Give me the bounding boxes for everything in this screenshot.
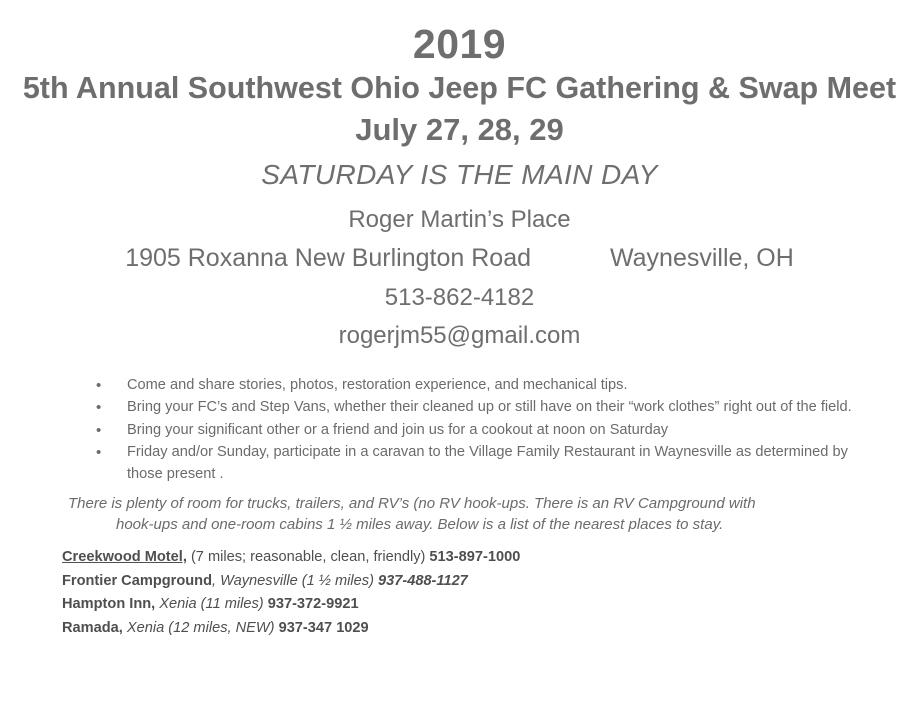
list-item-text: Come and share stories, photos, restoration experience, and mechanical tips.: [127, 376, 628, 393]
lodging-detail: (7 miles; reasonable, clean, friendly): [190, 549, 426, 566]
lodging-detail: , Waynesville (1 ½ miles): [212, 572, 374, 589]
main-day-note: SATURDAY IS THE MAIN DAY: [261, 159, 658, 191]
lodging-name: Ramada,: [62, 619, 123, 636]
list-item-text: Bring your FC’s and Step Vans, whether their cleaned up or still have on their “work clothes” right out of the field.: [127, 399, 852, 416]
event-year: 2019: [412, 21, 507, 67]
lodging-detail: Xenia (11 miles): [159, 596, 264, 613]
lodging-note-line1: There is plenty of room for trucks, trailers, and RV’s (no RV hook-ups. There is an RV Campground with: [68, 494, 756, 512]
list-item: [62, 617, 919, 641]
lodging-phone: 937-347 1029: [278, 619, 369, 636]
lodging-phone: 937-372-9921: [267, 596, 359, 613]
list-item: [62, 570, 919, 594]
lodging-phone: 937-488-1127: [378, 572, 468, 589]
lodging-detail: Xenia (12 miles, NEW): [126, 619, 275, 636]
list-item: [92, 375, 879, 397]
venue-name: Roger Martin’s Place: [348, 205, 571, 233]
event-dates: July 27, 28, 29: [355, 111, 564, 147]
contact-email: rogerjm55@gmail.com: [338, 322, 581, 350]
lodging-name: Creekwood Motel,: [62, 549, 187, 566]
bullet-dot-icon: •: [96, 444, 102, 462]
lodging-phone: 513-897-1000: [429, 549, 521, 566]
lodging-list: [0, 546, 919, 641]
venue-address-row: [0, 242, 919, 276]
list-item: [62, 546, 919, 570]
list-item: [92, 420, 879, 442]
lodging-name: Frontier Campground: [62, 572, 212, 589]
bullet-dot-icon: •: [96, 421, 102, 439]
lodging-note-line2: hook-ups and one-room cabins 1 ½ miles away. Below is a list of the nearest places to stay.: [116, 516, 724, 534]
list-item: [92, 397, 879, 419]
lodging-note: [68, 493, 857, 537]
lodging-name: Hampton Inn,: [62, 596, 156, 613]
list-item: [62, 593, 919, 617]
contact-phone: 513-862-4182: [384, 283, 535, 311]
list-item: [92, 442, 879, 485]
venue-street: 1905 Roxanna New Burlington Road: [125, 244, 532, 273]
list-item-text: Friday and/or Sunday, participate in a caravan to the Village Family Restaurant in Waynesville as determined by those present .: [127, 444, 848, 482]
bullet-dot-icon: •: [96, 376, 102, 394]
list-item-text: Bring your significant other or a friend and join us for a cookout at noon on Saturday: [127, 421, 669, 438]
event-title: 5th Annual Southwest Ohio Jeep FC Gathering & Swap Meet: [22, 70, 897, 105]
venue-city-state: Waynesville, OH: [609, 244, 794, 273]
activities-list: [0, 375, 919, 486]
bullet-dot-icon: •: [96, 399, 102, 417]
